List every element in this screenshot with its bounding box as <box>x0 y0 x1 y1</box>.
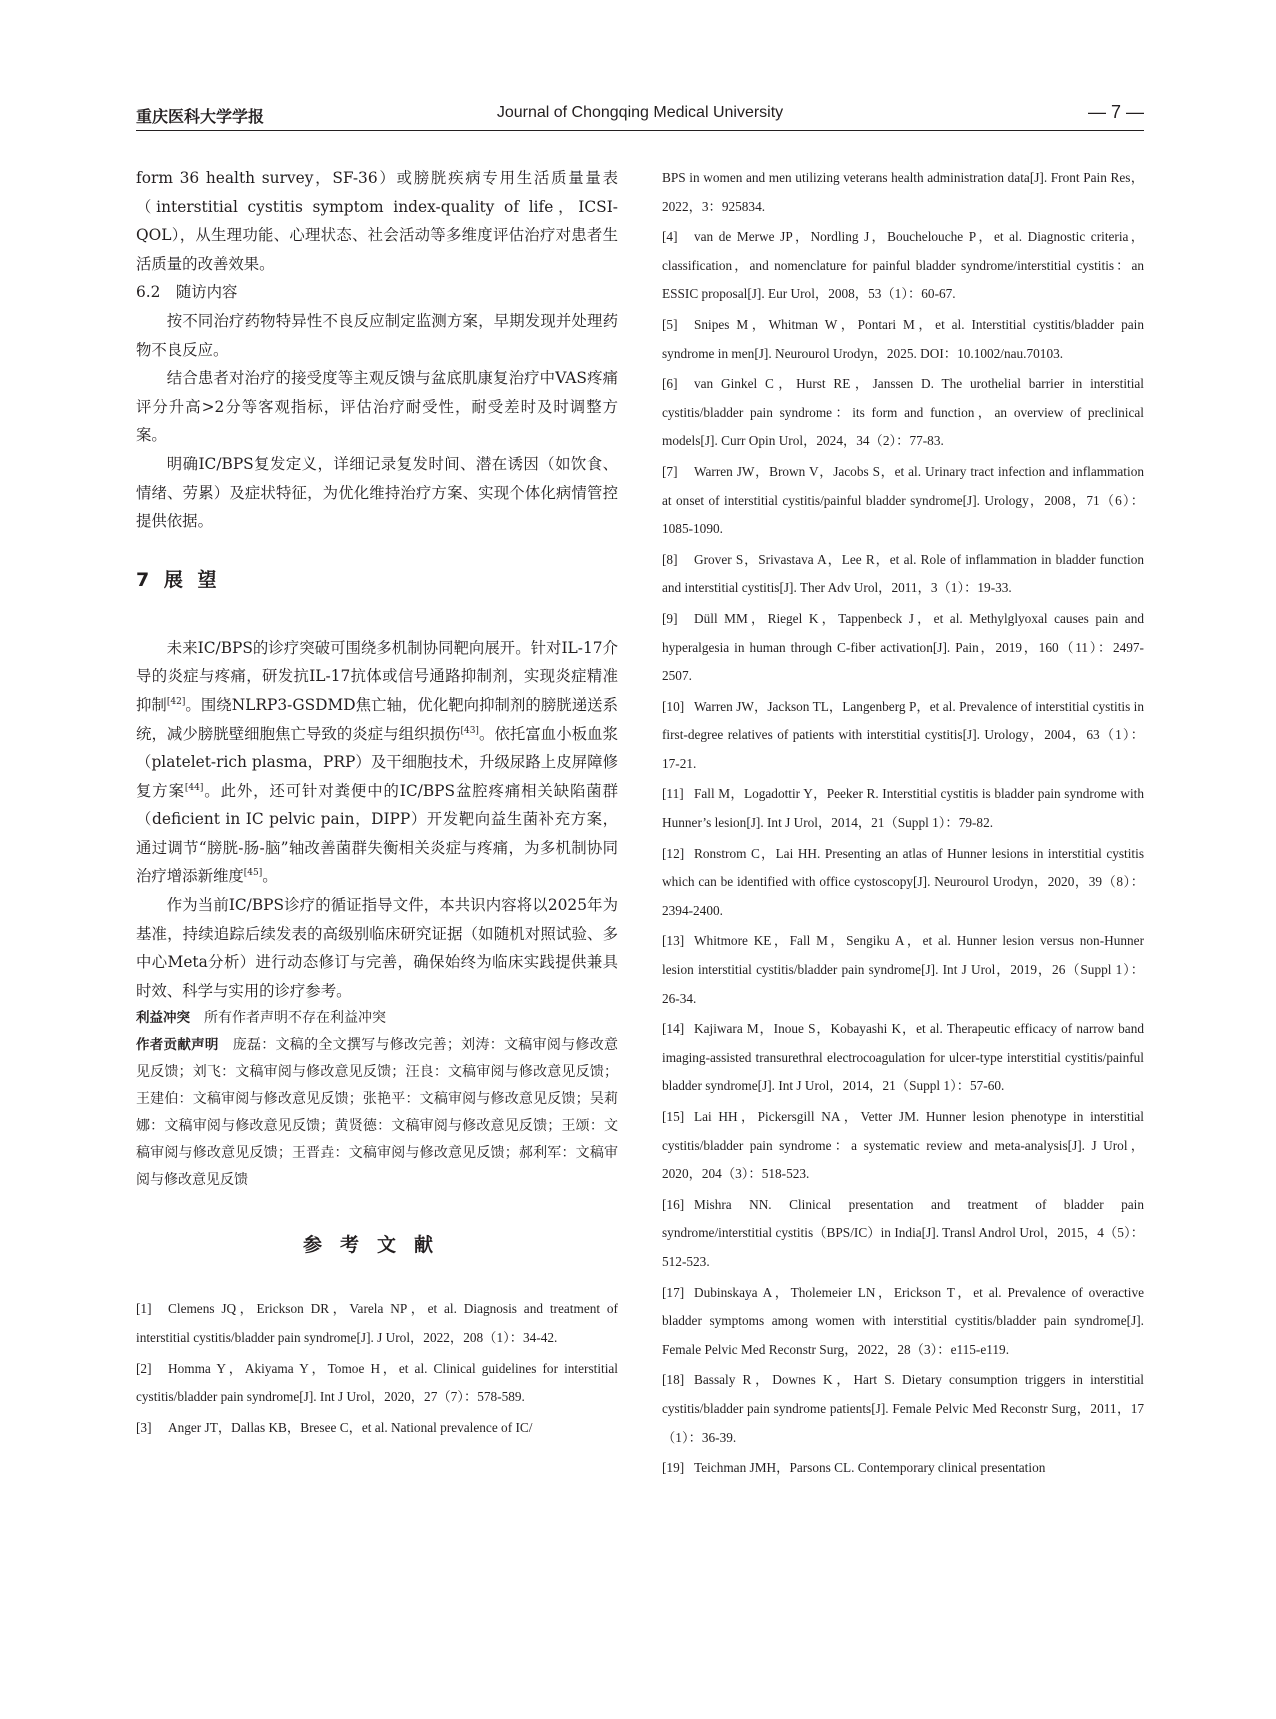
running-header <box>136 104 1144 131</box>
statement-label: 作者贡献声明 <box>136 1037 219 1054</box>
citation-marker: [43] <box>460 725 479 736</box>
reference-text: Clemens JQ，Erickson DR，Varela NP，et al. Diagnosis and treatment of interstitial cystitis/bladder pain syndrome[J]. J Urol，2022，208（1）：34-42. <box>136 1301 618 1346</box>
reference-number: [2] <box>136 1360 152 1376</box>
reference-item <box>662 693 1144 779</box>
reference-item <box>662 1191 1144 1277</box>
journal-name-cn: 重庆医科大学学报 <box>136 107 265 126</box>
reference-item <box>662 605 1144 691</box>
reference-text: Warren JW，Brown V，Jacobs S，et al. Urinary tract infection and inflammation at onset of interstitial cystitis/painful bladder syndrome[J]. Urology，2008，71（6）：1085-1090. <box>662 463 1144 537</box>
reference-number: [1] <box>136 1301 152 1317</box>
reference-text: Grover S，Srivastava A，Lee R，et al. Role of inflammation in bladder function and interstitial cystitis[J]. Ther Adv Urol，2011，3（1）：19-33. <box>662 551 1144 596</box>
reference-item <box>662 1015 1144 1101</box>
reference-item <box>662 1454 1144 1483</box>
reference-number: [17] <box>662 1284 685 1300</box>
reference-number: [14] <box>662 1021 685 1037</box>
reference-number: [3] <box>136 1419 152 1435</box>
reference-text: van Ginkel C，Hurst RE，Janssen D. The urothelial barrier in interstitial cystitis/bladder pain syndrome：its form and function，an overview of preclinical models[J]. Curr Opin Urol，2024，34（2）：77-83. <box>662 376 1144 449</box>
reference-number: [16] <box>662 1196 685 1212</box>
reference-number: [18] <box>662 1372 685 1388</box>
right-column <box>662 164 1144 1485</box>
reference-item <box>136 1355 618 1412</box>
reference-number: [11] <box>662 786 684 802</box>
reference-number: [10] <box>662 698 685 714</box>
section-heading: 7 展 望 <box>136 568 217 591</box>
reference-text: Teichman JMH，Parsons CL. Contemporary clinical presentation <box>694 1460 1046 1476</box>
reference-number: [12] <box>662 845 685 861</box>
reference-item <box>662 1103 1144 1189</box>
statement-label: 利益冲突 <box>136 1010 190 1027</box>
body-paragraph: form 36 health survey，SF-36）或膀胱疾病专用生活质量量表（interstitial cystitis symptom index-quality of life，ICSI-QOL），从生理功能、心理状态、社会活动等多维度评估治疗对患者生活质量的改善效果。 <box>136 169 618 273</box>
references-title: 参考文献 <box>302 1234 451 1257</box>
text-run: 。此外，还可针对粪便中的IC/BPS盆腔疼痛相关缺陷菌群（deficient in IC pelvic pain，DIPP）开发靶向益生菌补充方案，通过调节“膀胱-肠-脑”轴改善菌群失衡相关炎症与疼痛，为多机制协同治疗增添新维度 <box>136 781 618 886</box>
page-number: — 7 — <box>1087 102 1144 122</box>
text-run: 。 <box>262 867 278 886</box>
reference-text: Fall M，Logadottir Y，Peeker R. Interstitial cystitis is bladder pain syndrome with Hunner’s lesion[J]. Int J Urol，2014，21（Suppl 1）：79-82. <box>662 786 1144 831</box>
reference-text: Homma Y，Akiyama Y，Tomoe H，et al. Clinical guidelines for interstitial cystitis/bladder pain syndrome[J]. Int J Urol，2020，27（7）：578-589. <box>136 1360 618 1405</box>
reference-item <box>662 840 1144 926</box>
citation-marker: [44] <box>184 782 204 793</box>
reference-continuation: BPS in women and men utilizing veterans health administration data[J]. Front Pain Res，2022，3：925834. <box>662 170 1144 214</box>
reference-item <box>662 370 1144 456</box>
reference-text: Anger JT，Dallas KB，Bresee C，et al. National prevalence of IC/ <box>168 1419 533 1435</box>
citation-marker: [45] <box>243 868 263 879</box>
reference-text: Düll MM，Riegel K，Tappenbeck J，et al. Methylglyoxal causes pain and hyperalgesia in human through C-fiber activation[J]. Pain，2019，160（11）：2497-2507. <box>662 610 1144 684</box>
reference-text: Warren JW，Jackson TL，Langenberg P，et al. Prevalence of interstitial cystitis in first-degree relatives of patients with interstitial cystitis[J]. Urology，2004，63（1）：17-21. <box>662 698 1144 771</box>
left-column <box>136 164 618 1444</box>
reference-number: [13] <box>662 933 685 949</box>
reference-item <box>662 1366 1144 1452</box>
statement-text: 庞磊：文稿的全文撰写与修改完善；刘涛：文稿审阅与修改意见反馈；刘飞：文稿审阅与修改意见反馈；汪良：文稿审阅与修改意见反馈；王建伯：文稿审阅与修改意见反馈；张艳平：文稿审阅与修改意见反馈；吴莉娜：文稿审阅与修改意见反馈；黄贤德：文稿审阅与修改意见反馈；王颂：文稿审阅与修改意见反馈；王晋垚：文稿审阅与修改意见反馈；郝利军：文稿审阅与修改意见反馈 <box>136 1037 618 1189</box>
reference-item <box>136 1295 618 1352</box>
body-paragraph: 明确IC/BPS复发定义，详细记录复发时间、潜在诱因（如饮食、情绪、劳累）及症状特征，为优化维持治疗方案、实现个体化病情管控提供依据。 <box>136 454 618 531</box>
body-paragraph <box>136 634 618 891</box>
journal-name-en: Journal of Chongqing Medical University <box>496 104 784 121</box>
reference-text: van de Merwe JP，Nordling J，Bouchelouche P，et al. Diagnostic criteria，classification，and nomenclature for painful bladder syndrome/interstitial cystitis：an ESSIC proposal[J]. Eur Urol，2008，53（1）：60-67. <box>662 229 1144 302</box>
reference-text: Snipes M，Whitman W，Pontari M，et al. Interstitial cystitis/bladder pain syndrome in men[J]. Neurourol Urodyn，2025. DOI：10.1002/nau.70103. <box>662 316 1144 361</box>
reference-item <box>136 1414 618 1443</box>
body-paragraph: 作为当前IC/BPS诊疗的循证指导文件，本共识内容将以2025年为基准，持续追踪后续发表的高级别临床研究证据（如随机对照试验、多中心Meta分析）进行动态修订与完善，确保始终为临床实践提供兼具时效、科学与实用的诊疗参考。 <box>136 896 618 1000</box>
reference-number: [6] <box>662 376 678 392</box>
reference-number: [9] <box>662 610 678 626</box>
body-paragraph: 结合患者对治疗的接受度等主观反馈与盆底肌康复治疗中VAS疼痛评分升高>2分等客观指标，评估治疗耐受性，耐受差时及时调整方案。 <box>136 369 618 445</box>
text-run: 。围绕NLRP3-GSDMD焦亡轴，优化靶向抑制剂的膀胱递送系统，减少膀胱壁细胞焦亡导致的炎症与组织损伤 <box>136 695 618 743</box>
subsection-heading: 6.2 随访内容 <box>136 283 238 302</box>
reference-item <box>662 780 1144 837</box>
body-paragraph: 按不同治疗药物特异性不良反应制定监测方案，早期发现并处理药物不良反应。 <box>136 311 618 359</box>
reference-number: [4] <box>662 229 678 245</box>
citation-marker: [42] <box>166 696 186 707</box>
reference-item <box>662 458 1144 544</box>
text-run: 。依托富血小板血浆（platelet-rich plasma，PRP）及干细胞技术，升级尿路上皮屏障修复方案 <box>136 724 618 800</box>
reference-number: [8] <box>662 551 678 567</box>
reference-number: [15] <box>662 1109 685 1124</box>
reference-item <box>662 311 1144 368</box>
reference-number: [5] <box>662 316 678 332</box>
reference-text: Lai HH，Pickersgill NA，Vetter JM. Hunner lesion phenotype in interstitial cystitis/bladder pain syndrome：a systematic review and meta-analysis[J]. J Urol，2020，204（3）：518-523. <box>662 1109 1144 1182</box>
reference-text: Ronstrom C，Lai HH. Presenting an atlas of Hunner lesions in interstitial cystitis which can be identified with office cystoscopy[J]. Neurourol Urodyn，2020，39（8）：2394-2400. <box>662 845 1144 918</box>
statement-text: 所有作者声明不存在利益冲突 <box>204 1010 386 1027</box>
reference-item <box>662 1279 1144 1365</box>
reference-number: [7] <box>662 463 678 479</box>
text-run: 未来IC/BPS的诊疗突破可围绕多机制协同靶向展开。针对IL-17介导的炎症与疼痛，研发抗IL-17抗体或信号通路抑制剂，实现炎症精准抑制 <box>136 638 618 714</box>
conflict-of-interest <box>136 1005 618 1032</box>
reference-text: Dubinskaya A，Tholemeier LN，Erickson T，et al. Prevalence of overactive bladder symptoms among women with interstitial cystitis/bladder pain syndrome[J]. Female Pelvic Med Reconstr Surg，2022，28（3）：e115-e119. <box>662 1284 1144 1357</box>
reference-text: Kajiwara M，Inoue S，Kobayashi K，et al. Therapeutic efficacy of narrow band imaging-assisted transurethral electrocoagulation for ulcer-type interstitial cystitis/painful bladder syndrome[J]. Int J Urol，2014，21（Suppl 1）：57-60. <box>662 1021 1144 1094</box>
reference-item <box>662 546 1144 603</box>
reference-item <box>662 927 1144 1013</box>
reference-text: Mishra NN. Clinical presentation and treatment of bladder pain syndrome/interstitial cystitis（BPS/IC）in India[J]. Transl Androl Urol，2015，4（5）：512-523. <box>662 1196 1144 1269</box>
author-contributions <box>136 1032 618 1194</box>
reference-text: Whitmore KE，Fall M，Sengiku A，et al. Hunner lesion versus non-Hunner lesion interstitial cystitis/bladder pain syndrome[J]. Int J Urol，2019，26（Suppl 1）：26-34. <box>662 933 1144 1006</box>
reference-item <box>662 223 1144 309</box>
reference-number: [19] <box>662 1460 685 1476</box>
reference-text: Bassaly R，Downes K，Hart S. Dietary consumption triggers in interstitial cystitis/bladder pain syndrome patients[J]. Female Pelvic Med Reconstr Surg，2011，17（1）：36-39. <box>662 1372 1144 1445</box>
